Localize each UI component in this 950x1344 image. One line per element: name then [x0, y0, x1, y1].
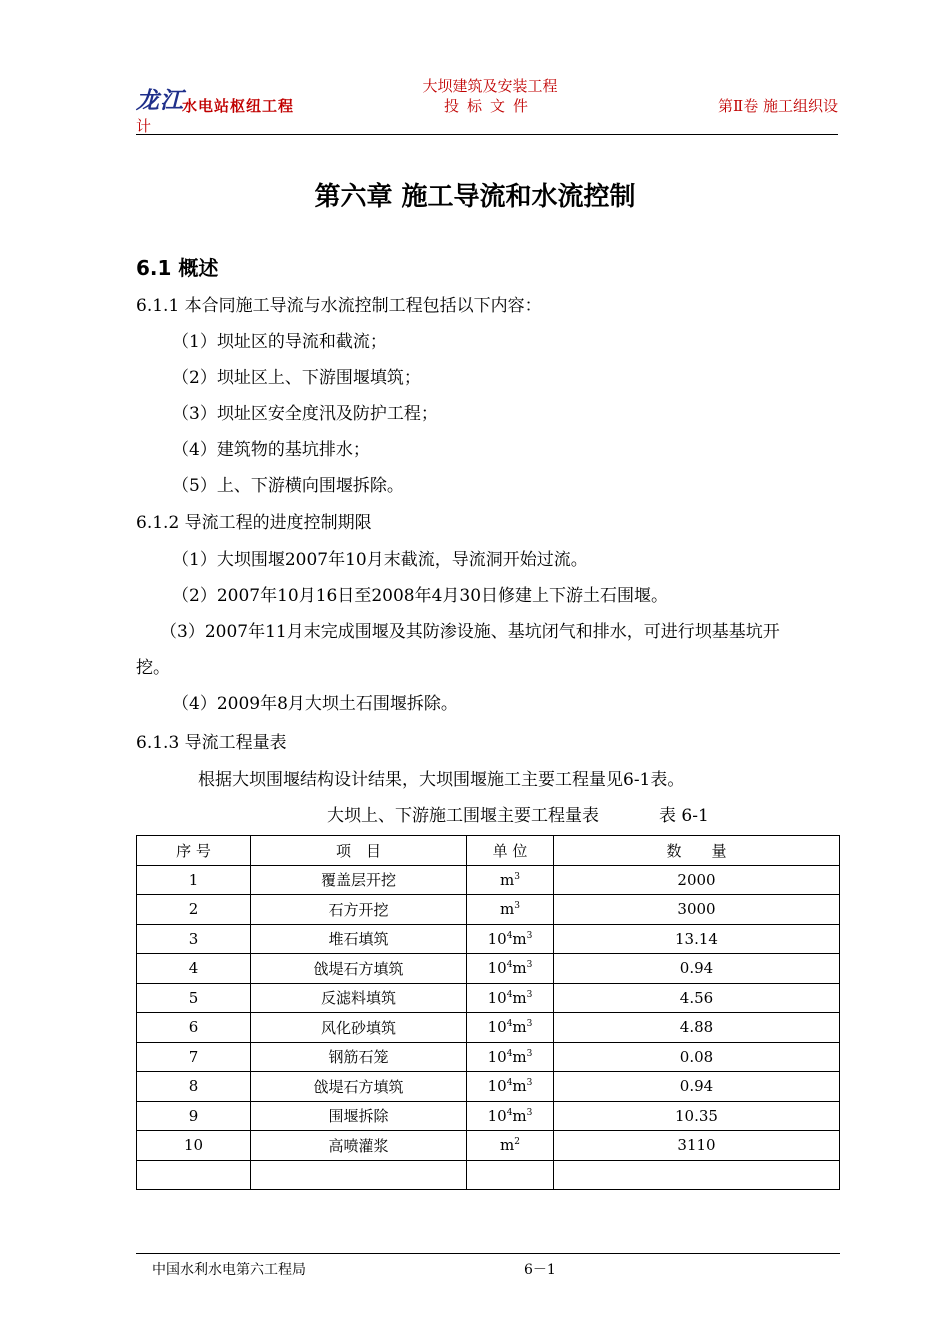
unit-base: 10	[487, 1077, 507, 1096]
table-row	[137, 954, 840, 984]
cell-item: 风化砂填筑	[251, 1013, 467, 1043]
unit-base: m	[512, 959, 527, 978]
unit-base: 10	[487, 1047, 507, 1066]
header-project-name-cont: 计	[136, 117, 152, 135]
table-row	[137, 1160, 840, 1190]
footer-rule	[136, 1253, 840, 1254]
list-item: （3）2007年11月末完成围堰及其防渗设施、基坑闭气和排水，可进行坝基基坑开	[160, 622, 780, 642]
unit-exponent: 4	[506, 1048, 513, 1059]
paragraph-6-1-2: 6.1.2 导流工程的进度控制期限	[136, 513, 372, 533]
cell-unit	[467, 1072, 554, 1102]
cell-unit	[467, 1042, 554, 1072]
cell-unit	[467, 954, 554, 984]
table-body	[137, 865, 840, 1190]
col-header-item: 项 目	[251, 836, 467, 866]
unit-exponent: 3	[526, 1019, 533, 1030]
header-volume: 第Ⅱ卷 施工组织设	[718, 97, 838, 115]
page-number: 6－1	[524, 1262, 556, 1278]
cell-qty: 3000	[554, 895, 840, 925]
cell-qty: 4.88	[554, 1013, 840, 1043]
cell-qty: 3110	[554, 1131, 840, 1161]
unit-base: m	[512, 1106, 527, 1125]
cell-item: 覆盖层开挖	[251, 865, 467, 895]
cell-no: 9	[137, 1101, 251, 1131]
cell-no: 6	[137, 1013, 251, 1043]
table-row	[137, 924, 840, 954]
paragraph-6-1-3: 6.1.3 导流工程量表	[136, 733, 287, 753]
unit-exponent: 3	[526, 1078, 533, 1089]
cell-item: 堆石填筑	[251, 924, 467, 954]
list-item: （3）坝址区安全度汛及防护工程；	[172, 404, 438, 424]
cell-item	[251, 1160, 467, 1190]
unit-exponent: 3	[514, 871, 520, 882]
chapter-title: 第六章 施工导流和水流控制	[314, 182, 636, 212]
unit-exponent: 3	[526, 1048, 533, 1059]
cell-item: 围堰拆除	[251, 1101, 467, 1131]
quantity-table	[136, 835, 840, 1190]
unit-exponent: 3	[526, 930, 533, 941]
unit-base: m	[512, 1018, 527, 1037]
list-item: （1）坝址区的导流和截流；	[172, 332, 387, 352]
cell-no: 8	[137, 1072, 251, 1102]
table-row	[137, 1042, 840, 1072]
cell-no: 3	[137, 924, 251, 954]
unit-exponent: 3	[514, 901, 520, 912]
header-project-name: 水电站枢纽工程	[182, 97, 295, 115]
cell-item: 戗堤石方填筑	[251, 954, 467, 984]
table-caption	[327, 801, 709, 826]
table-row	[137, 1013, 840, 1043]
unit-base: m	[512, 929, 527, 948]
table-row	[137, 1072, 840, 1102]
cell-no: 1	[137, 865, 251, 895]
header-rule	[136, 134, 838, 135]
table-row	[137, 983, 840, 1013]
unit-exponent: 4	[506, 1019, 513, 1030]
table-row	[137, 1101, 840, 1131]
header-center-line2: 投标文件	[443, 97, 536, 115]
col-header-unit: 单 位	[467, 836, 554, 866]
list-item: （4）2009年8月大坝土石围堰拆除。	[172, 694, 458, 714]
cell-qty: 0.94	[554, 1072, 840, 1102]
section-title: 6.1 概述	[136, 256, 219, 280]
list-item: （4）建筑物的基坑排水；	[172, 440, 370, 460]
unit-exponent: 3	[526, 1107, 533, 1118]
unit-base: 10	[487, 1106, 507, 1125]
cell-no: 5	[137, 983, 251, 1013]
cell-no: 7	[137, 1042, 251, 1072]
unit-base: m	[500, 900, 515, 919]
cell-qty: 13.14	[554, 924, 840, 954]
cell-unit	[467, 1101, 554, 1131]
list-item: （2）坝址区上、下游围堰填筑；	[172, 368, 421, 388]
company-logo: 龙江	[136, 87, 184, 114]
cell-item: 反滤料填筑	[251, 983, 467, 1013]
unit-base: m	[500, 1136, 515, 1155]
cell-no: 2	[137, 895, 251, 925]
table-row	[137, 895, 840, 925]
unit-exponent: 4	[506, 1107, 513, 1118]
unit-base: m	[512, 1047, 527, 1066]
cell-unit	[467, 1131, 554, 1161]
cell-no: 4	[137, 954, 251, 984]
cell-item: 高喷灌浆	[251, 1131, 467, 1161]
unit-exponent: 3	[526, 960, 533, 971]
unit-exponent: 4	[506, 989, 513, 1000]
unit-base: m	[512, 1077, 527, 1096]
cell-item: 戗堤石方填筑	[251, 1072, 467, 1102]
list-item-cont: 挖。	[136, 658, 170, 678]
cell-qty: 0.94	[554, 954, 840, 984]
footer-organization: 中国水利水电第六工程局	[152, 1262, 306, 1278]
cell-unit	[467, 924, 554, 954]
unit-base: 10	[487, 988, 507, 1007]
cell-qty: 2000	[554, 865, 840, 895]
col-header-no: 序 号	[137, 836, 251, 866]
col-header-qty: 数 量	[554, 836, 840, 866]
header-center	[380, 76, 600, 116]
table-row	[137, 865, 840, 895]
list-item: （1）大坝围堰2007年10月末截流，导流洞开始过流。	[172, 550, 588, 570]
table-caption-text: 大坝上、下游施工围堰主要工程量表	[327, 806, 599, 826]
cell-item: 石方开挖	[251, 895, 467, 925]
table-number: 表 6-1	[659, 806, 709, 826]
cell-qty: 0.08	[554, 1042, 840, 1072]
paragraph-6-1-1: 6.1.1 本合同施工导流与水流控制工程包括以下内容：	[136, 296, 542, 316]
cell-no	[137, 1160, 251, 1190]
table-row	[137, 1131, 840, 1161]
unit-base: 10	[487, 1018, 507, 1037]
cell-qty: 10.35	[554, 1101, 840, 1131]
unit-base: m	[512, 988, 527, 1007]
unit-base: m	[500, 870, 515, 889]
cell-no: 10	[137, 1131, 251, 1161]
unit-base: 10	[487, 929, 507, 948]
list-item: （2）2007年10月16日至2008年4月30日修建上下游土石围堰。	[172, 586, 669, 606]
unit-exponent: 4	[506, 1078, 513, 1089]
table-intro: 根据大坝围堰结构设计结果，大坝围堰施工主要工程量见6-1表。	[198, 770, 685, 790]
cell-qty	[554, 1160, 840, 1190]
list-item: （5）上、下游横向围堰拆除。	[172, 476, 404, 496]
cell-unit	[467, 1160, 554, 1190]
cell-unit	[467, 895, 554, 925]
cell-unit	[467, 983, 554, 1013]
cell-qty: 4.56	[554, 983, 840, 1013]
header-center-line1: 大坝建筑及安装工程	[422, 77, 558, 95]
unit-exponent: 3	[526, 989, 533, 1000]
unit-base: 10	[487, 959, 507, 978]
table-header-row	[137, 836, 840, 866]
cell-unit	[467, 1013, 554, 1043]
cell-item: 钢筋石笼	[251, 1042, 467, 1072]
unit-exponent: 2	[514, 1137, 520, 1148]
unit-exponent: 4	[506, 960, 513, 971]
cell-unit	[467, 865, 554, 895]
unit-exponent: 4	[506, 930, 513, 941]
